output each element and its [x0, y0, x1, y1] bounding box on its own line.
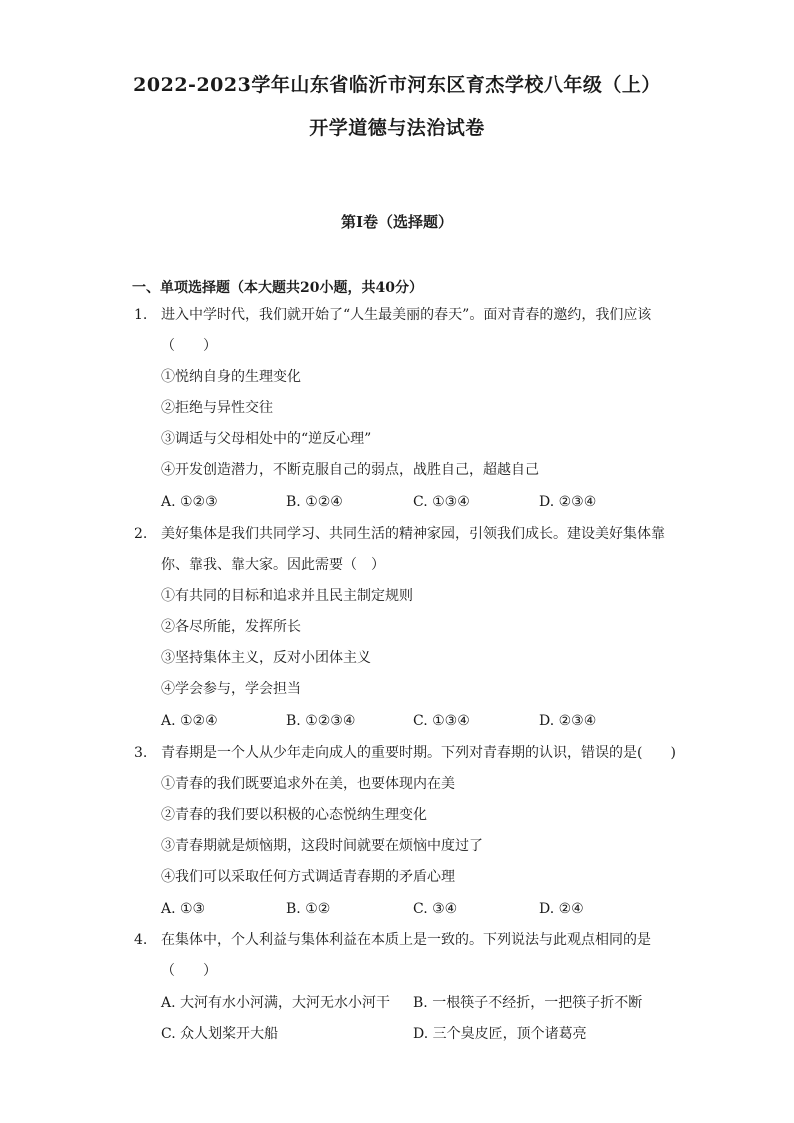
option-b: B. ①② — [286, 901, 331, 917]
exam-title-line-2: 开学道德与法治试卷 — [309, 117, 485, 139]
statement: ②拒绝与异性交往 — [161, 400, 273, 416]
statement: ④学会参与，学会担当 — [161, 681, 301, 697]
question-stem: （ ） — [161, 963, 217, 979]
option-b: B. ①②③④ — [286, 713, 356, 729]
statement: ①悦纳自身的生理变化 — [161, 369, 301, 385]
option-c: C. 众人划桨开大船 — [161, 1026, 279, 1042]
statement: ③调适与父母相处中的“逆反心理” — [161, 431, 372, 447]
part-title: 第I卷（选择题） — [340, 213, 454, 231]
option-a: A. ①③ — [161, 901, 206, 917]
question-stem: 美好集体是我们共同学习、共同生活的精神家园，引领我们成长。建设美好集体靠 — [161, 526, 665, 542]
question-stem: 进入中学时代，我们就开始了“人生最美丽的春天”。面对青春的邀约，我们应该 — [161, 307, 652, 323]
question-number: 1. — [134, 307, 148, 323]
question-stem: 在集体中，个人利益与集体利益在本质上是一致的。下列说法与此观点相同的是 — [161, 932, 651, 948]
option-d: D. ②④ — [539, 901, 584, 917]
statement: ①有共同的目标和追求并且民主制定规则 — [161, 588, 413, 604]
statement: ②各尽所能，发挥所长 — [161, 619, 301, 635]
statement: ③坚持集体主义，反对小团体主义 — [161, 650, 371, 666]
option-d: D. 三个臭皮匠，顶个诸葛亮 — [413, 1026, 587, 1042]
question-stem: 青春期是一个人从少年走向成人的重要时期。下列对青春期的认识，错误的是( ) — [161, 745, 676, 761]
option-d: D. ②③④ — [539, 494, 597, 510]
statement: ③青春期就是烦恼期，这段时间就要在烦恼中度过了 — [161, 838, 483, 854]
statement: ④我们可以采取任何方式调适青春期的矛盾心理 — [161, 869, 455, 885]
question-number: 4. — [134, 932, 148, 948]
option-b: B. 一根筷子不经折，一把筷子折不断 — [413, 995, 643, 1011]
question-number: 2. — [134, 526, 148, 542]
statement: ②青春的我们要以积极的心态悦纳生理变化 — [161, 807, 427, 823]
exam-title-line-1: 2022-2023学年山东省临沂市河东区育杰学校八年级（上） — [133, 74, 661, 96]
option-a: A. 大河有水小河满，大河无水小河干 — [161, 995, 391, 1011]
statement: ④开发创造潜力，不断克服自己的弱点，战胜自己，超越自己 — [161, 462, 539, 478]
option-d: D. ②③④ — [539, 713, 597, 729]
question-stem: 你、靠我、靠大家。因此需要（ ） — [161, 557, 385, 573]
option-c: C. ①③④ — [413, 494, 470, 510]
option-c: C. ③④ — [413, 901, 458, 917]
question-stem: （ ） — [161, 338, 217, 354]
option-a: A. ①②③ — [161, 494, 218, 510]
question-number: 3. — [134, 745, 148, 761]
option-b: B. ①②④ — [286, 494, 343, 510]
option-a: A. ①②④ — [161, 713, 218, 729]
section-title: 一、单项选择题（本大题共20小题，共40分） — [132, 280, 423, 296]
statement: ①青春的我们既要追求外在美，也要体现内在美 — [161, 776, 455, 792]
option-c: C. ①③④ — [413, 713, 470, 729]
